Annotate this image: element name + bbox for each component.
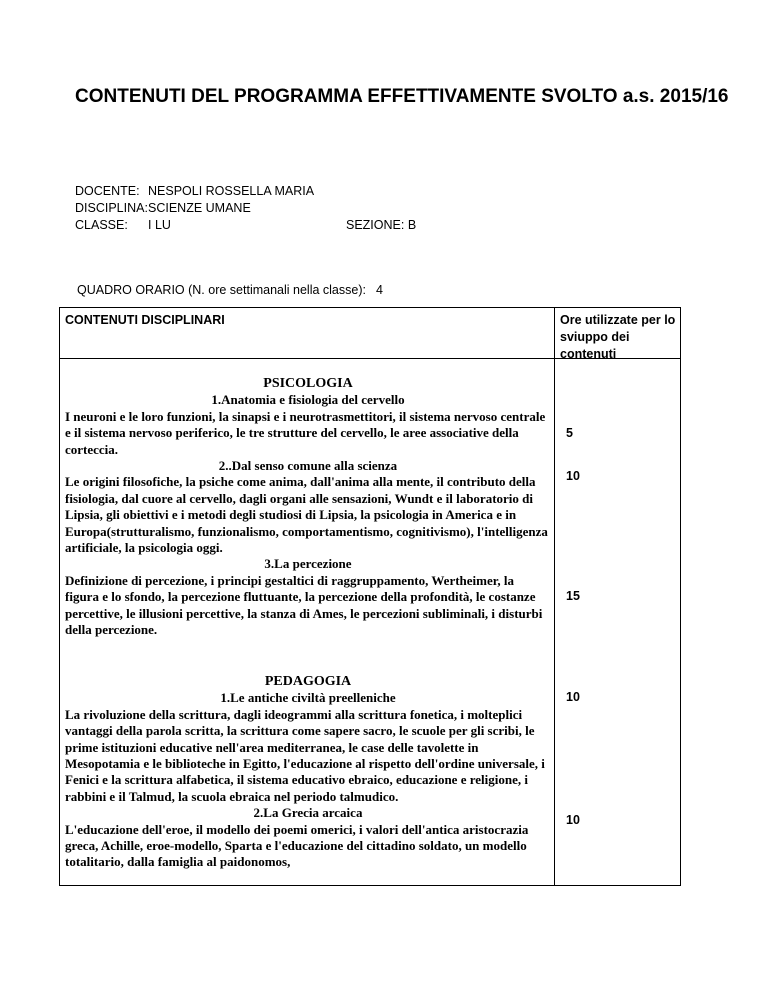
psicologia-section xyxy=(65,376,551,639)
column-divider xyxy=(554,308,555,885)
classe-label: CLASSE: xyxy=(75,218,128,232)
psicologia-topic-3-text: Definizione di percezione, i principi gestaltici di raggruppamento, Wertheimer, la figura e lo sfondo, la percezione fluttuante, la percezione della profondità, le costanze percettive, le illusioni percettive, la stanza di Ames, le percezioni subliminali, i disturbi della percezione. xyxy=(65,572,543,638)
classe-value: I LU xyxy=(148,218,171,232)
classe-row xyxy=(75,217,417,233)
hours-value: 10 xyxy=(566,469,580,483)
disciplina-label: DISCIPLINA: xyxy=(75,201,148,215)
pedagogia-topic-2-text: L'educazione dell'eroe, il modello dei poemi omerici, i valori dell'antica aristocrazia greca, Achille, eroe-modello, Sparta e l'educazione del cittadino soldato, un modello totalitario, dalla famiglia al paidonomos, xyxy=(65,821,529,870)
hours-value: 5 xyxy=(566,426,573,440)
pedagogia-topic-1-title: 1.Le antiche civiltà preelleniche xyxy=(220,690,396,706)
header-contenuti: CONTENUTI DISCIPLINARI xyxy=(65,313,225,327)
quadro-value: 4 xyxy=(375,283,383,297)
program-table xyxy=(59,307,681,886)
pedagogia-topic-2-title: 2.La Grecia arcaica xyxy=(253,805,363,821)
disciplina-value: SCIENZE UMANE xyxy=(148,201,251,215)
pedagogia-title: PEDAGOGIA xyxy=(264,674,352,689)
header-ore: Ore utilizzate per lo sviuppo dei contenuti xyxy=(560,313,676,361)
psicologia-title: PSICOLOGIA xyxy=(263,376,353,391)
quadro-orario xyxy=(77,283,383,297)
hours-value: 10 xyxy=(566,690,580,704)
pedagogia-section xyxy=(65,674,551,871)
hours-value: 10 xyxy=(566,813,580,827)
sezione-text: SEZIONE: B xyxy=(346,218,417,232)
quadro-label: QUADRO ORARIO (N. ore settimanali nella classe): xyxy=(77,283,366,297)
docente-row xyxy=(75,183,314,199)
psicologia-topic-2-title: 2..Dal senso comune alla scienza xyxy=(218,458,398,474)
psicologia-topic-2-text: Le origini filosofiche, la psiche come anima, dall'anima alla mente, il contributo della fisiologia, dal cuore al cervello, dagli organi alle sensazioni, Wundt e il laboratorio di Lipsia, gli obiettivi e i metodi degli studiosi di Lipsia, la psicologia in America e in Europa(strutturalismo, funzionalismo, comportamentismo, cognitivismo), l'intelligenza artificiale, la psicologia oggi. xyxy=(65,474,548,556)
psicologia-topic-3-title: 3.La percezione xyxy=(264,556,352,572)
docente-label: DOCENTE: xyxy=(75,184,140,198)
hours-value: 15 xyxy=(566,589,580,603)
document-title: CONTENUTI DEL PROGRAMMA EFFETTIVAMENTE SVOLTO a.s. 2015/16 xyxy=(75,86,729,107)
pedagogia-topic-1-text: La rivoluzione della scrittura, dagli ideogrammi alla scrittura fonetica, i molteplici vantaggi della parola scritta, la scrittura come sapere sacro, le scuole per gli scribi, le prime istituzioni educative nell'area mediterranea, le case delle tavolette in Mesopotamia e le biblioteche in Egitto, l'educazione al rispetto dell'ordine universale, i Fenici e la scrittura alfabetica, il sistema educativo ebraico, educazione e religione, i rabbini e il Talmud, la scuola ebraica nel periodo talmudico. xyxy=(65,706,545,804)
disciplina-row xyxy=(75,200,251,216)
psicologia-topic-1-text: I neuroni e le loro funzioni, la sinapsi e i neurotrasmettitori, il sistema nervoso centrale e il sistema nervoso periferico, le tre strutture del cervello, le aree associative della corteccia. xyxy=(65,408,546,457)
psicologia-topic-1-title: 1.Anatomia e fisiologia del cervello xyxy=(211,392,405,408)
docente-value: NESPOLI ROSSELLA MARIA xyxy=(148,184,315,198)
